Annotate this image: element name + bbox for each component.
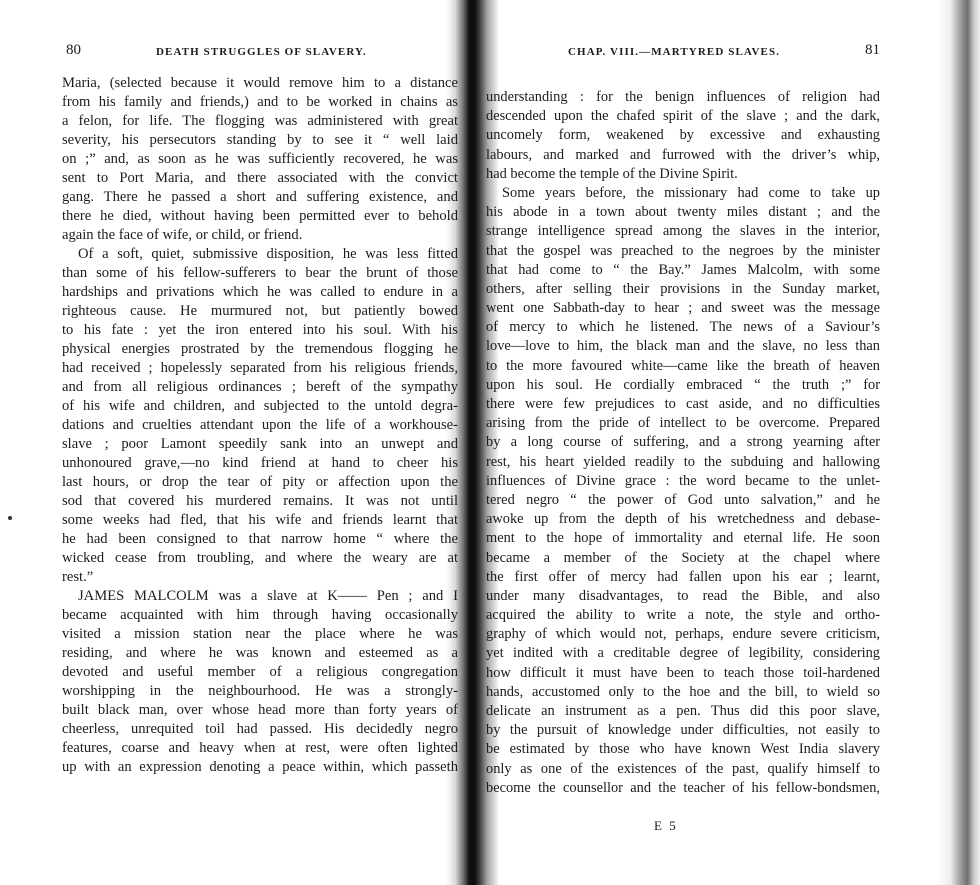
text-line: uncomely form, weakened by excessive and exhausting [486,127,880,144]
text-line: yet indited with a creditable degree of legibility, considering [486,645,880,662]
text-line: built black man, over whose head more than forty years of [62,702,458,718]
text-line: features, coarse and heavy when at rest, were often lighted [62,740,458,756]
text-line: from his family and friends,) and to be worked in chains as [62,94,458,110]
text-line: hands, accustomed only to the hoe and the bill, to wield so [486,683,880,700]
text-line: devoted and useful member of a religious congregation [62,664,458,680]
text-line: become the counsellor and the teacher of his fellow-bondsmen, [486,779,880,796]
text-line: last hours, or drop the tear of pity or affection upon the [62,474,458,490]
text-line: again the face of wife, or child, or friend. [62,227,303,243]
text-line: than some of his fellow-sufferers to bear the brunt of those [62,265,458,281]
text-line: labours, and marked and furrowed with the driver’s whip, [486,146,880,163]
text-line: there were few prejudices to cast aside, and no difficulties [486,396,880,412]
text-line: Some years before, the missionary had come to take up [502,184,880,201]
signature-mark: E 5 [654,818,678,833]
left-body-text [62,74,458,777]
text-line: that had come to “ the Bay.” James Malcolm, with some [486,261,880,278]
text-line: had become the temple of the Divine Spirit. [486,165,738,182]
right-running-head [486,42,880,66]
text-line: physical energies prostrated by the tremendous flogging he [62,341,458,357]
text-line: some weeks had fled, that his wife and friends learnt that [62,512,458,528]
text-line: hardships and privations which he was called to endure in a [62,284,458,300]
page-edge-shadow [938,0,980,885]
text-line: dations and cruelties attendant upon the life of a workhouse- [62,417,458,433]
text-line: graphy of which would not, perhaps, endure severe criticism, [486,626,880,643]
text-line: be estimated by those who have known West India slavery [486,741,880,758]
text-line: delicate an instrument as a pen. Thus did this poor slave, [486,703,880,719]
text-line: descended upon the chafed spirit of the slave ; and the dark, [486,108,880,125]
text-line: awoke up from the depth of his wretchedness and debase- [486,511,880,528]
text-line: the first offer of mercy had fallen upon his ear ; learnt, [486,568,880,585]
text-line: rest.” [62,569,94,585]
text-line: of his wife and children, and subjected to the untold degra- [62,398,458,414]
text-line: influences of Divine grace : the word became to the unlet- [486,472,880,489]
text-line: gang. There he passed a short and suffering existence, and [62,189,458,205]
text-line: to his fate : yet the iron entered into his soul. With his [62,322,458,338]
text-line: sent to Port Maria, and there associated with the convict [62,170,458,186]
text-line: a felon, for life. The flogging was administered with great [62,113,458,129]
text-line: to the more favoured white—came like the breath of heaven [486,357,880,374]
text-line: of mercy to which he listened. The news of a Saviour’s [486,319,880,336]
text-line: arising from the pride of intellect to be overcome. Prepared [486,415,880,432]
text-line: Maria, (selected because it would remove him to a distance [62,75,458,91]
text-line: only as one of the existences of the past, qualify himself to [486,760,880,777]
text-line: rest, his heart yielded readily to the subduing and hallowing [486,453,880,470]
text-line: understanding : for the benign influences of religion had [486,89,880,105]
text-line: went one Sabbath-day to hear ; and sweet was the message [486,300,880,317]
text-line: strange intelligence spread among the slaves in the interior, [486,223,880,240]
margin-speck [8,516,12,520]
text-line: severity, his persecutors standing by to see it “ well laid [62,132,458,148]
text-line: visited a mission station near the place where he was [62,626,458,642]
text-line: acquired the ability to write a note, the style and ortho- [486,607,880,624]
text-line: on ;” and, as soon as he was sufficiently recovered, he was [62,151,458,167]
text-line: that the gospel was preached to the negroes by the minister [486,242,880,259]
text-line: how difficult it must have been to teach those toil-hardened [486,664,880,681]
text-line: by the pursuit of knowledge under difficulties, not easily to [486,722,880,739]
text-line: sod that covered his murdered remains. It was not until [62,493,458,509]
right-body-text [486,88,880,798]
text-line: upon his soul. He cordially embraced “ the truth ;” for [486,376,880,393]
left-page-number: 80 [66,42,81,58]
text-line: love—love to him, the black man and the slave, no less than [486,338,880,355]
text-line: became a member of the Society at the chapel where [486,549,880,566]
text-line: worshipping in the neighbourhood. He was a strongly- [62,683,458,699]
right-running-title: CHAP. VIII.—MARTYRED SLAVES. [568,46,781,58]
text-line: others, after selling their provisions in the Sunday market, [486,280,880,297]
text-line: unhonoured grave,—no kind friend at hand to cheer his [62,455,458,471]
text-line: and from all religious ordinances ; bereft of the sympathy [62,379,458,395]
text-line: his abode in a town about twenty miles distant ; and the [486,204,880,221]
text-line: had received ; hopelessly separated from his religious friends, [62,360,458,376]
text-line: became acquainted with him through having occasionally [62,607,458,623]
text-line: he had been consigned to that narrow home “ where the [62,531,458,547]
text-line: tered negro “ the power of God unto salvation,” and he [486,491,880,508]
text-line: slave ; poor Lamont speedily sank into an unwept and [62,436,458,452]
text-line: Of a soft, quiet, submissive disposition, he was less fitted [78,246,458,262]
text-line: up with an expression denoting a peace within, which passeth [62,759,458,775]
left-running-head [62,42,458,66]
text-line: ment to the hope of immortality and eternal life. He soon [486,530,880,547]
text-line: JAMES MALCOLM was a slave at K—— Pen ; and I [78,588,458,604]
text-line: there he died, without having been permitted ever to behold [62,208,458,224]
text-line: cheerless, unrequited toil had passed. His decidedly negro [62,721,458,737]
text-line: wicked cease from troubling, and where the weary are at [62,550,458,566]
text-line: under many disadvantages, to read the Bible, and also [486,587,880,604]
text-line: residing, and where he was known and esteemed as a [62,645,458,661]
right-page-number: 81 [865,42,880,58]
left-running-title: DEATH STRUGGLES OF SLAVERY. [156,46,367,58]
text-line: righteous cause. He murmured not, but patiently bowed [62,303,458,319]
text-line: by a long course of suffering, and a strong yearning after [486,434,880,451]
